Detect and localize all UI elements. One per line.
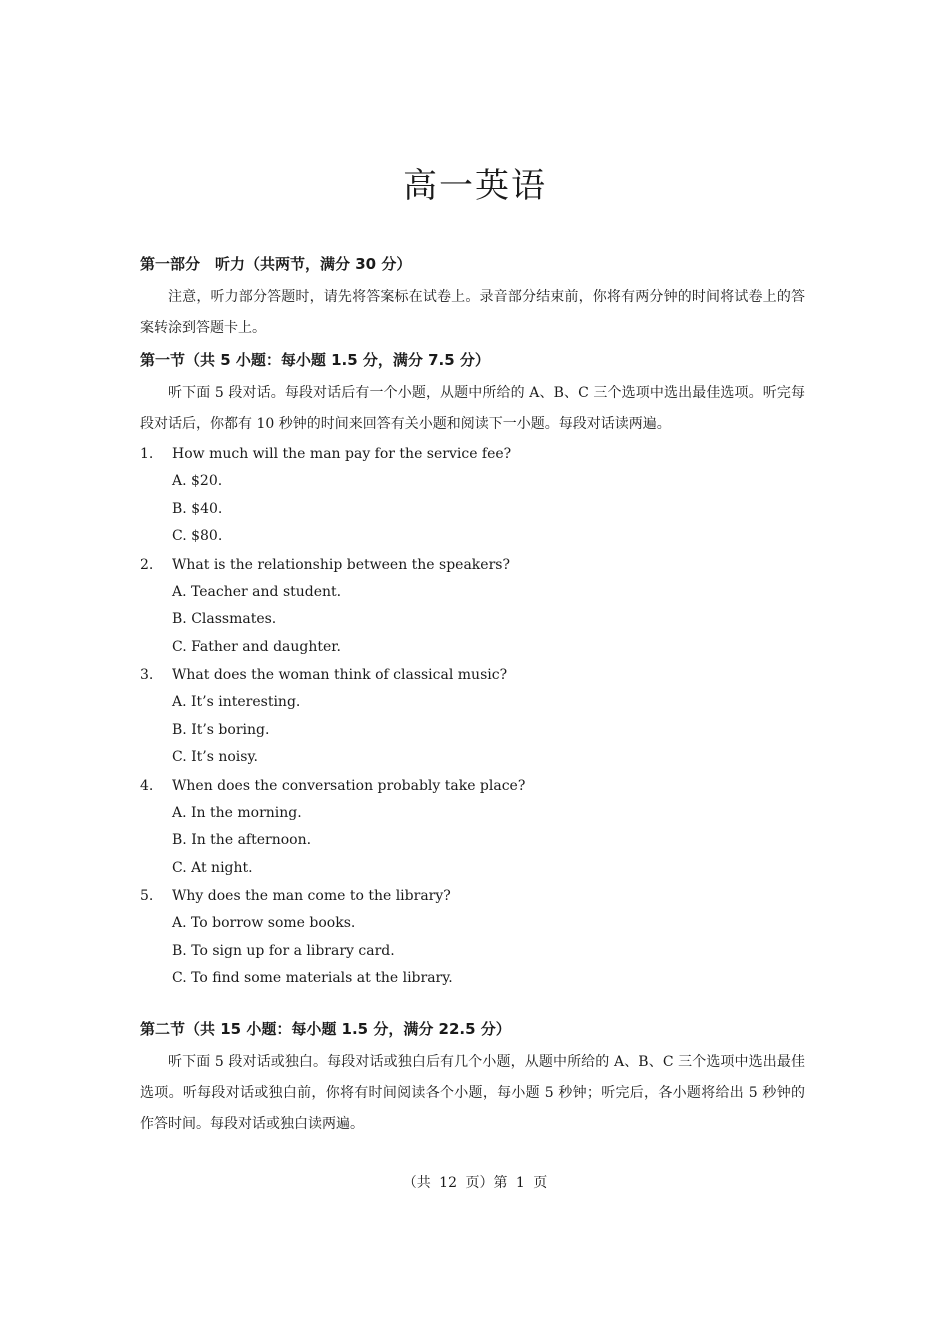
part1-notice: 注意，听力部分答题时，请先将答案标在试卷上。录音部分结束前，你将有两分钟的时间将试卷上的答案转涂到答题卡上。 [140, 289, 805, 336]
question-number: 2. [140, 556, 154, 573]
question-number: 3. [140, 667, 154, 683]
answer-option: C. It’s noisy. [172, 749, 258, 765]
question-text: How much will the man pay for the service fee? [172, 446, 512, 462]
question-stem [140, 882, 805, 910]
question-text: When does the conversation probably take place? [172, 777, 526, 794]
answer-option: A. To borrow some books. [172, 915, 356, 931]
question-item [140, 772, 805, 883]
answer-option: B. In the afternoon. [172, 832, 312, 848]
question-text: What is the relationship between the speakers? [172, 556, 510, 573]
question-stem [140, 440, 805, 468]
question-text: What does the woman think of classical music? [172, 667, 508, 683]
answer-option: C. To find some materials at the library. [172, 970, 453, 986]
question-stem [140, 772, 805, 800]
question-item [140, 661, 805, 772]
answer-option: B. $40. [172, 500, 223, 517]
question-stem [140, 661, 805, 689]
answer-option: A. $20. [172, 473, 223, 489]
answer-option: B. To sign up for a library card. [172, 942, 395, 959]
question-number: 5. [140, 888, 154, 904]
answer-option: C. Father and daughter. [172, 638, 341, 655]
section2-heading: 第二节（共 15 小题：每小题 1.5 分，满分 22.5 分） [140, 1019, 511, 1038]
page-title: 高一英语 [403, 166, 547, 206]
answer-option: B. It’s boring. [172, 721, 270, 738]
question-number: 4. [140, 777, 154, 794]
question-item [140, 882, 805, 993]
question-item [140, 551, 805, 662]
answer-option: A. It’s interesting. [172, 694, 301, 710]
page-footer: （共 12 页）第 1 页 [402, 1175, 548, 1191]
answer-option: C. $80. [172, 528, 223, 544]
part1-heading: 第一部分 听力（共两节，满分 30 分） [140, 255, 412, 273]
question-text: Why does the man come to the library? [172, 888, 451, 904]
section1-instructions: 听下面 5 段对话。每段对话后有一个小题，从题中所给的 A、B、C 三个选项中选出最佳选项。听完每段对话后，你都有 10 秒钟的时间来回答有关小题和阅读下一小题。每段对话读两遍。 [140, 385, 805, 432]
page-content [140, 252, 805, 1140]
section2-instructions: 听下面 5 段对话或独白。每段对话或独白后有几个小题，从题中所给的 A、B、C 三个选项中选出最佳选项。听每段对话或独白前，你将有时间阅读各个小题，每小题 5 秒钟；听完后，各小题将给出 5 秒钟的作答时间。每段对话或独白读两遍。 [140, 1053, 805, 1132]
section1-heading: 第一节（共 5 小题：每小题 1.5 分，满分 7.5 分） [140, 351, 490, 369]
question-number: 1. [140, 446, 154, 462]
question-stem [140, 551, 805, 579]
answer-option: A. In the morning. [172, 804, 302, 821]
answer-option: C. At night. [172, 859, 253, 876]
answer-option: B. Classmates. [172, 611, 277, 627]
question-item [140, 440, 805, 551]
question-list [140, 440, 805, 993]
answer-option: A. Teacher and student. [172, 583, 342, 600]
